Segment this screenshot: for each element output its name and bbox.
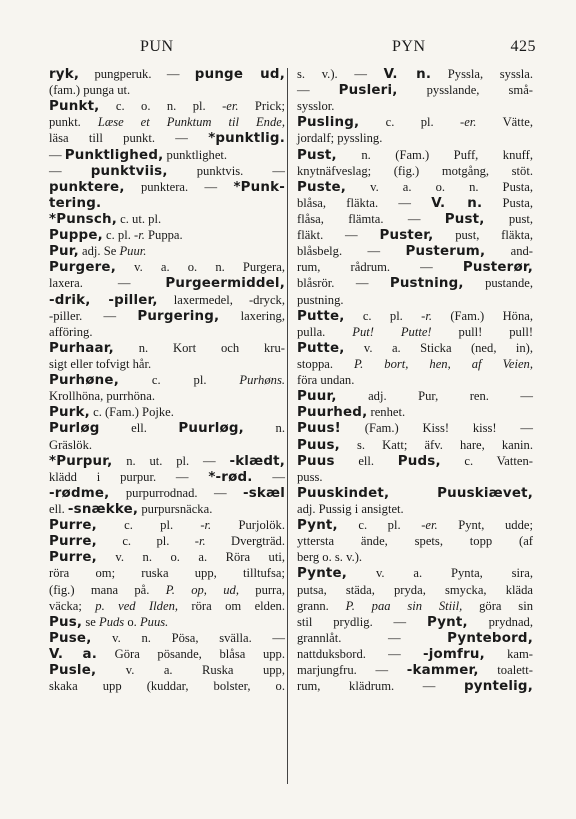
entry-line: flåsa, flämta. — Pust, pust, [297,211,533,227]
entry-line: Punkt, c. o. n. pl. -er. Prick; [49,99,285,115]
header-left-guideword: PUN [140,38,174,55]
entry-line: Puste, v. a. o. n. Pusta, [297,179,533,195]
entry-line: Purgere, v. a. o. n. Purgera, [49,260,285,276]
entry-line: blåsa, fläkta. — V. n. Pusta, [297,195,533,211]
entry-line: Pus, se Puds o. Puus. [49,614,169,630]
entry-line: sigt eller tofvigt hår. [49,356,152,371]
entry-line: blåsbelg. — Pusterum, and- [297,244,533,260]
entry-line: (fam.) punga ut. [49,83,131,98]
entry-line: Gräslök. [49,437,93,452]
entry-line: *Purpur, n. ut. pl. — -klædt, [49,453,285,469]
entry-line: Purre, c. pl. -r. Dvergträd. [49,534,285,550]
entry-line: Puur, adj. Pur, ren. — [297,389,533,405]
entry-line: läsa till punkt. — *punktlig. [49,131,285,147]
entry-line: Puus! (Fam.) Kiss! kiss! — [297,421,533,437]
entry-line: skaka upp (kuddar, bolster, o. [49,679,285,694]
entry-line: putsa, städa, pryda, smycka, kläda [297,582,533,597]
entry-line: Puse, v. n. Pösa, svälla. — [49,630,285,646]
entry-line: Putte, c. pl. -r. (Fam.) Höna, [297,308,533,324]
entry-line: stil prydlig. — Pynt, prydnad, [297,614,533,630]
entry-line: Purk, c. (Fam.) Pojke. [49,405,174,421]
column-divider [287,68,288,784]
entry-line: tering. [49,195,102,211]
entry-line: marjungfru. — -kammer, toalett- [297,663,533,679]
entry-line: grannlåt. — Pyntebord, [297,630,533,646]
entry-line: stoppa. P. bort, hen, af Veien, [297,356,533,371]
entry-line: punkt. Læse et Punktum til Ende, [49,115,285,130]
entry-line: pustning. [297,292,344,307]
entry-line: Puurhed, renhet. [297,405,406,421]
entry-line: ell. -snække, purpursnäcka. [49,501,213,517]
entry-line: yttersta ände, spets, topp (af [297,534,533,549]
entry-line: Purhaar, n. Kort och kru- [49,340,285,356]
entry-line: rum, klädrum. — pyntelig, [297,679,533,695]
header-right-guideword: PYN [392,38,426,55]
entry-line: jordalf; pyssling. [297,131,383,146]
entry-line: -piller. — Purgering, laxering, [49,308,285,324]
entry-line: (fig.) mana på. P. op, ud, purra, [49,582,285,597]
entry-line: Pur, adj. Se Puur. [49,244,147,260]
entry-line: grann. P. paa sin Stiil, göra sin [297,598,533,613]
entry-line: — Pusleri, pysslande, små- [297,83,533,99]
entry-line: *Punsch, c. ut. pl. [49,211,162,227]
entry-line: Puus, s. Katt; äfv. hare, kanin. [297,437,533,453]
entry-line: puss. [297,469,323,484]
entry-line: ryk, pungperuk. — punge ud, [49,67,285,82]
entry-line: nattduksbord. — -jomfru, kam- [297,646,533,662]
entry-line: — Punktlighed, punktlighet. [49,147,228,163]
entry-line: sysslor. [297,99,335,114]
right-column [297,66,533,694]
entry-line: -rødme, purpurrodnad. — -skæl [49,485,285,501]
entry-line: -drik, -piller, laxermedel, -dryck, [49,292,285,308]
entry-line: pulla. Put! Putte! pull! pull! [297,324,534,339]
entry-line: Purhøne, c. pl. Purhøns. [49,373,285,389]
entry-line: väcka; p. ved Ilden, röra om elden. [49,598,285,613]
entry-line: Purløg ell. Puurløg, n. [49,421,285,437]
entry-line: fläkt. — Puster, pust, fläkta, [297,228,533,244]
entry-line: Pust, n. (Fam.) Puff, knuff, [297,147,533,163]
entry-line: afföring. [49,324,93,339]
entry-line: Pynt, c. pl. -er. Pynt, udde; [297,518,533,534]
entry-line: klädd i purpur. — *-rød. — [49,469,285,485]
entry-line: Puuskindet, Puuskiævet, [297,485,533,501]
entry-line: Pusle, v. a. Ruska upp, [49,663,285,679]
entry-line: berg o. s. v.). [297,550,363,565]
entry-line: knytnäfveslag; (fig.) motgång, stöt. [297,163,533,178]
entry-line: Purre, c. pl. -r. Purjolök. [49,518,285,534]
entry-line: V. a. Göra pösande, blåsa upp. [49,646,285,662]
page-header [40,38,536,62]
entry-line: Purre, v. n. o. a. Röra uti, [49,550,285,566]
entry-line: Krollhöna, purrhöna. [49,389,155,404]
entry-line: s. v.). — V. n. Pyssla, syssla. [297,67,533,82]
entry-line: röra om; ruska upp, tilltufsa; [49,566,285,581]
entry-line: Puus ell. Puds, c. Vatten- [297,453,533,469]
entry-line: Puppe, c. pl. -r. Puppa. [49,228,183,244]
entry-line: blåsrör. — Pustning, pustande, [297,276,533,292]
page-number: 425 [510,38,536,55]
entry-line: rum, rådrum. — Pusterør, [297,260,533,276]
entry-line: Putte, v. a. Sticka (ned, in), [297,340,533,356]
entry-line: punktere, punktera. — *Punk- [49,179,285,195]
entry-line: laxera. — Purgeermiddel, [49,276,285,292]
entry-line: adj. Pussig i ansigtet. [297,501,404,516]
entry-line: föra undan. [297,373,355,388]
entry-line: — punktviis, punktvis. — [49,163,285,179]
entry-line: Pusling, c. pl. -er. Vätte, [297,115,533,131]
entry-line: Pynte, v. a. Pynta, sira, [297,566,533,582]
left-column [49,66,285,694]
